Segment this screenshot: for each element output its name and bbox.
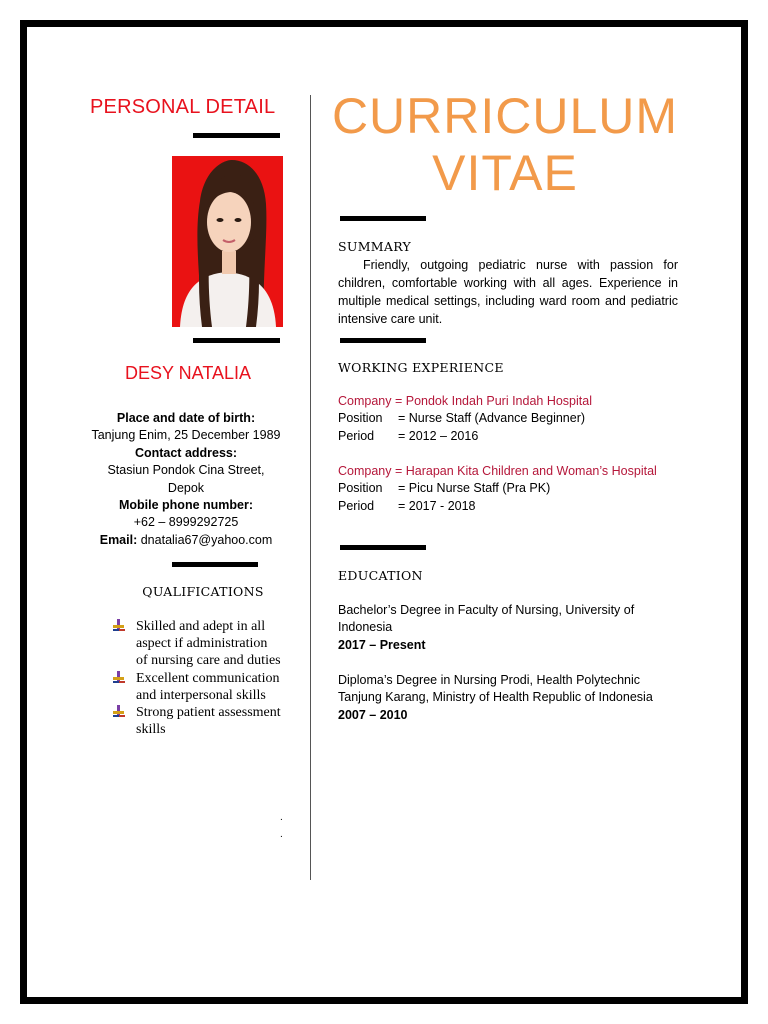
degree-line: Bachelor’s Degree in Faculty of Nursing, University of	[338, 603, 635, 617]
period-key: Period	[338, 498, 375, 513]
email-line	[78, 532, 294, 549]
column-divider	[310, 95, 311, 880]
page-title	[320, 88, 690, 202]
arrow-bullet-icon	[112, 704, 136, 721]
address-line1: Stasiun Pondok Cina Street,	[107, 463, 265, 478]
email-value: dnatalia67@yahoo.com	[140, 532, 273, 547]
birth-value: Tanjung Enim, 25 December 1989	[91, 428, 281, 443]
phone-label: Mobile phone number:	[118, 498, 254, 513]
birth-label: Place and date of birth:	[116, 411, 256, 425]
address-label: Contact address:	[134, 445, 238, 460]
list-item	[112, 704, 282, 738]
person-name: DESY NATALIA	[124, 363, 252, 383]
contact-underline	[172, 562, 258, 567]
list-item	[112, 618, 282, 670]
experience-heading: WORKING EXPERIENCE	[338, 360, 504, 375]
title-line2: VITAE	[432, 145, 578, 201]
position-value: = Nurse Staff (Advance Beginner)	[398, 411, 586, 426]
position-value: = Picu Nurse Staff (Pra PK)	[398, 481, 551, 496]
list-item	[112, 670, 282, 704]
photo-underline	[193, 338, 280, 343]
job-period-row	[338, 498, 657, 515]
phone-value: +62 – 8999292725	[133, 515, 239, 530]
email-label: Email:	[99, 532, 138, 547]
job-company: Company = Harapan Kita Children and Woman’s Hospital	[338, 464, 657, 478]
summary-text: Friendly, outgoing pediatric nurse with passion for children, comfortable working with all ages. Experience in multiple medical settings, including ward room and pediatric intensive care unit.	[338, 258, 678, 326]
period-value: = 2017 - 2018	[398, 498, 476, 513]
degree-line: Tanjung Karang, Ministry of Health Republic of Indonesia	[338, 690, 653, 705]
qualifications-list	[112, 618, 282, 738]
period-value: = 2012 – 2016	[398, 428, 479, 443]
heading-underline	[193, 133, 280, 138]
job-position-row	[338, 410, 592, 427]
profile-photo	[172, 156, 283, 327]
education-years: 2017 – Present	[338, 637, 426, 652]
summary-underline	[340, 338, 426, 343]
job-entry	[338, 463, 657, 515]
degree-line: Indonesia	[338, 620, 393, 635]
personal-detail-heading: PERSONAL DETAIL	[90, 96, 276, 118]
job-entry	[338, 393, 592, 445]
job-period-row	[338, 428, 592, 445]
arrow-bullet-icon	[112, 670, 136, 687]
title-line1: CURRICULUM	[331, 88, 679, 144]
education-years: 2007 – 2010	[338, 707, 408, 722]
stray-dot: .	[280, 829, 283, 840]
qualification-text: Skilled and adept in all aspect if administration of nursing care and duties	[136, 619, 281, 669]
education-heading: EDUCATION	[338, 568, 423, 583]
qualification-text: Strong patient assessment skills	[136, 705, 281, 738]
qualifications-heading: QUALIFICATIONS	[142, 584, 264, 599]
arrow-bullet-icon	[112, 618, 136, 635]
contact-info	[78, 410, 294, 549]
address-line2: Depok	[167, 480, 205, 495]
position-key: Position	[338, 481, 383, 496]
experience-underline	[340, 545, 426, 550]
stray-dot: .	[280, 812, 283, 823]
degree-line: Diploma’s Degree in Nursing Prodi, Health Polytechnic	[338, 673, 640, 687]
job-position-row	[338, 480, 657, 497]
education-entry	[338, 602, 678, 654]
qualification-text: Excellent communication and interpersonal skills	[136, 670, 280, 703]
period-key: Period	[338, 428, 375, 443]
job-company: Company = Pondok Indah Puri Indah Hospital	[338, 394, 592, 408]
position-key: Position	[338, 411, 383, 426]
title-underline	[340, 216, 426, 221]
education-entry	[338, 672, 678, 724]
summary-heading: SUMMARY	[338, 239, 412, 254]
